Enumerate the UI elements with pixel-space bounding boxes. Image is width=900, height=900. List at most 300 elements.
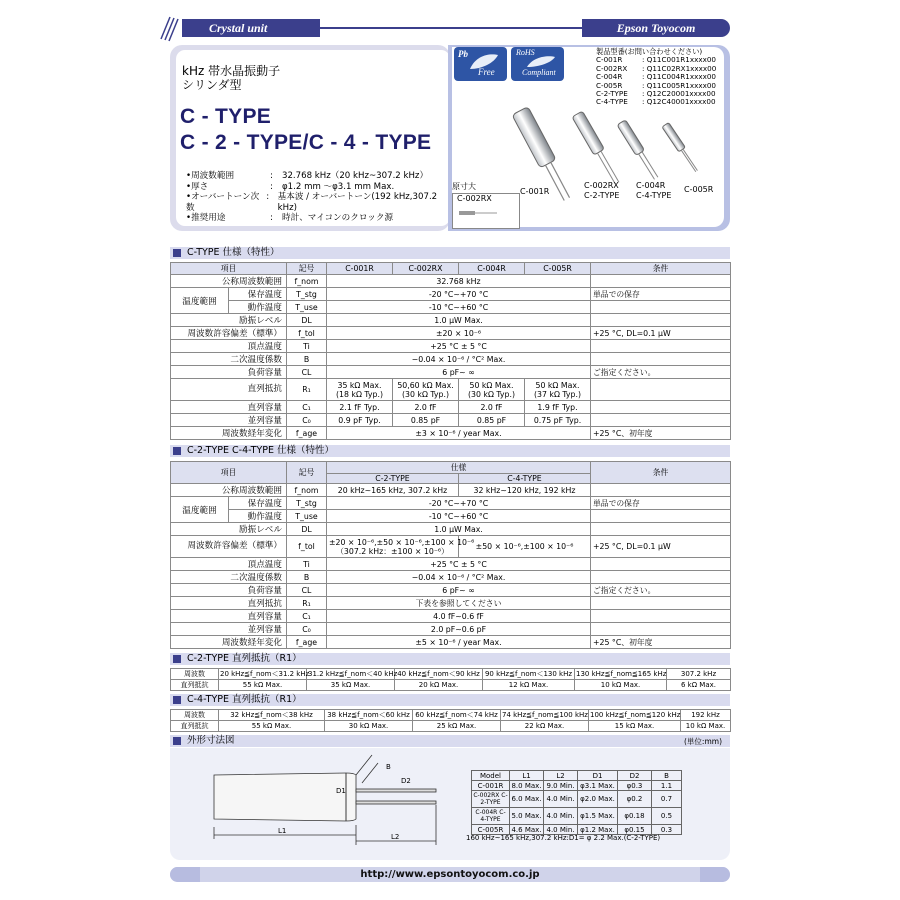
actual-size-box: [452, 193, 520, 229]
th-c002rx: C-002RX: [393, 263, 459, 275]
rohs-label: RoHS: [516, 48, 535, 57]
row-condition: +25 °C, DL=0.1 μW: [591, 536, 731, 558]
table-row: [171, 353, 731, 366]
dim-cell: φ0.15: [618, 825, 652, 835]
freq-cell: 31.2 kHz≦f_nom＜40 kHz: [308, 670, 398, 678]
row-condition: 単品での保存: [591, 497, 731, 510]
tol-c2-line2: （307.2 kHz：±100 × 10⁻⁶）: [336, 546, 449, 556]
row-name: 動作温度: [229, 301, 287, 314]
table-row: [171, 314, 731, 327]
row-value: 6 pF~ ∞: [327, 584, 591, 597]
dim-cell: 8.0 Max.: [511, 781, 542, 790]
row-value: 20 kHz~165 kHz, 307.2 kHz: [327, 484, 459, 497]
summary-label: •周波数範囲: [186, 171, 235, 181]
section-square-icon: [173, 655, 181, 663]
row-condition: [591, 301, 731, 314]
row-symbol: f_tol: [287, 327, 327, 340]
row-value: 2.0 fF: [459, 401, 525, 414]
row-value: 32.768 kHz: [327, 275, 591, 288]
row-symbol: f_age: [287, 427, 327, 440]
row-symbol: CL: [287, 366, 327, 379]
table-row: [171, 301, 731, 314]
dim-b: B: [386, 763, 391, 771]
row-name: 励振レベル: [171, 314, 287, 327]
row-value: 2.0 fF: [393, 401, 459, 414]
row-value: 1.0 μW Max.: [327, 314, 591, 327]
summary-label: •厚さ: [186, 181, 209, 192]
resistance-cell: 55 kΩ Max.: [219, 721, 325, 732]
row-value: [327, 536, 475, 558]
row-condition: [591, 571, 731, 584]
pn-code: : Q11C02RX1xxxx00: [642, 63, 717, 73]
r1-typ: (30 kΩ Typ.): [401, 389, 450, 399]
row-value: 32 kHz~120 kHz, 192 kHz: [459, 484, 591, 497]
row-condition: [591, 558, 731, 571]
resistance-cell: 35 kΩ Max.: [307, 680, 395, 691]
freq-cell: 307.2 kHz: [667, 669, 731, 680]
part-number-heading: 製品型番(お問い合わせください): [596, 47, 703, 56]
th-condition: 条件: [591, 263, 731, 275]
row-symbol: T_stg: [287, 288, 327, 301]
row-symbol: DL: [287, 523, 327, 536]
model-cell: C-001R: [472, 781, 510, 791]
row-symbol: T_stg: [287, 497, 327, 510]
row-symbol: f_nom: [287, 484, 327, 497]
r1-typ: (18 kΩ Typ.): [335, 389, 384, 399]
dim-cell: φ1.2 Max.: [578, 825, 618, 835]
table-row: [171, 275, 731, 288]
row-symbol: f_age: [287, 636, 327, 649]
resistance-label: 直列抵抗: [171, 721, 219, 732]
section-title: C-4-TYPE 直列抵抗（R1）: [187, 694, 302, 705]
row-name: 動作温度: [229, 510, 287, 523]
row-value: 0.85 pF: [459, 414, 525, 427]
section-square-icon: [173, 447, 181, 455]
table-header-row: [171, 462, 731, 474]
photo-label-c4type: C-4-TYPE: [636, 191, 672, 200]
summary-value: φ1.2 mm ～φ3.1 mm Max.: [282, 181, 395, 192]
pn-model: C-005R: [596, 80, 623, 90]
header-left-label: Crystal unit: [182, 19, 320, 37]
outline-section-header: [170, 735, 730, 747]
table-row: [171, 636, 731, 649]
title-c24-type: C - 2 - TYPE/C - 4 - TYPE: [180, 131, 432, 154]
free-label: Free: [478, 67, 495, 77]
row-symbol: T_use: [287, 301, 327, 314]
row-value: 0.75 pF Typ.: [525, 414, 591, 427]
th-model: Model: [472, 771, 510, 781]
c2-r1-section-header: [170, 653, 730, 665]
summary-sep: :: [270, 213, 273, 223]
dim-d1: D1: [336, 787, 346, 795]
dim-cell: 0.3: [652, 825, 682, 835]
freq-cell: 192 kHz: [681, 710, 731, 721]
row-condition: [591, 610, 731, 623]
table-row: [171, 721, 731, 732]
title-line1: kHz 帯水晶振動子: [182, 64, 281, 78]
freq-cell: 130 kHz≦f_nom≦165 kHz: [576, 670, 667, 678]
th-c2type: C-2-TYPE: [327, 474, 459, 484]
resistance-cell: 20 kΩ Max.: [395, 680, 483, 691]
outline-unit: (単位:mm): [684, 737, 722, 746]
row-value: 0.9 pF Typ.: [327, 414, 393, 427]
row-group: 温度範囲: [171, 497, 229, 523]
ctype-section-header: [170, 247, 730, 259]
dim-cell: 4.0 Min.: [544, 791, 578, 808]
row-condition: [591, 510, 731, 523]
row-condition: 単品での保存: [591, 288, 731, 301]
title-line2: シリンダ型: [182, 78, 242, 92]
dim-cell: φ1.5 Max.: [578, 808, 618, 825]
pn-code: : Q12C20001xxxx00: [642, 89, 716, 99]
crystal-logo-icon: [158, 13, 180, 43]
row-value: 1.9 fF Typ.: [525, 401, 591, 414]
row-name: 頂点温度: [171, 340, 287, 353]
row-symbol: Ti: [287, 340, 327, 353]
th-item: 項目: [171, 462, 287, 484]
photo-label-c005r: C-005R: [684, 185, 714, 194]
compliant-label: Compliant: [522, 68, 556, 77]
crystal-c004r: [617, 120, 660, 181]
header-divider: [320, 27, 582, 29]
row-value: −0.04 × 10⁻⁶ / °C² Max.: [327, 571, 591, 584]
dim-d2: D2: [401, 777, 411, 785]
row-value: ±20 × 10⁻⁶: [327, 327, 591, 340]
section-title: C-2-TYPE 直列抵抗（R1）: [187, 653, 302, 664]
dim-cell: 4.0 Min.: [544, 808, 578, 825]
th-d1: D1: [578, 771, 618, 781]
dim-cell: φ0.18: [618, 808, 652, 825]
summary-value: 基本波 / オーバートーン(192 kHz,307.2 kHz): [277, 192, 438, 213]
footer-url-link[interactable]: http://www.epsontoyocom.co.jp: [360, 869, 540, 880]
row-name: 頂点温度: [171, 558, 287, 571]
pn-model: C-001R: [596, 55, 623, 65]
actual-size-model: C-002RX: [457, 194, 492, 203]
row-condition: [591, 623, 731, 636]
row-value: 下表を参照してください: [327, 597, 591, 610]
th-c005r: C-005R: [525, 263, 591, 275]
row-value: 4.0 fF~0.6 fF: [327, 610, 591, 623]
freq-cell: 74 kHz≦f_nom≦100 kHz: [502, 711, 588, 719]
row-condition: ご指定ください。: [591, 366, 731, 379]
dim-cell: 9.0 Min.: [544, 781, 578, 791]
row-condition: +25 °C、初年度: [591, 636, 731, 649]
row-value: 2.1 fF Typ.: [327, 401, 393, 414]
table-row: [171, 510, 731, 523]
section-square-icon: [173, 737, 181, 745]
row-name: 直列容量: [171, 610, 287, 623]
pn-model: C-004R: [596, 72, 623, 82]
resistance-cell: 10 kΩ Max.: [681, 721, 731, 732]
summary-value: 32.768 kHz（20 kHz~307.2 kHz）: [282, 171, 429, 181]
resistance-cell: 22 kΩ Max.: [501, 721, 589, 732]
th-c001r: C-001R: [327, 263, 393, 275]
photo-panel: [452, 47, 724, 227]
row-name: 並列容量: [171, 414, 287, 427]
row-condition: [591, 401, 731, 414]
row-condition: [591, 340, 731, 353]
table-row: [171, 327, 731, 340]
row-condition: [591, 379, 731, 401]
row-symbol: C₀: [287, 414, 327, 427]
row-symbol: T_use: [287, 510, 327, 523]
resistance-cell: 10 kΩ Max.: [575, 680, 667, 691]
row-symbol: C₁: [287, 610, 327, 623]
model-cell: C-004R C-4-TYPE: [472, 808, 510, 825]
row-value: -20 °C~+70 °C: [327, 288, 591, 301]
table-row: [171, 571, 731, 584]
table-row: [171, 558, 731, 571]
photo-label-c004r: C-004R: [636, 181, 666, 190]
pb-label: Pb: [458, 49, 468, 59]
freq-cell: 90 kHz≦f_nom＜130 kHz: [483, 669, 575, 680]
row-value: 2.0 pF~0.6 pF: [327, 623, 591, 636]
th-l2: L2: [544, 771, 578, 781]
row-symbol: B: [287, 571, 327, 584]
row-name: 並列容量: [171, 623, 287, 636]
row-value: ±50 × 10⁻⁶,±100 × 10⁻⁶: [459, 536, 591, 558]
row-name: 公称周波数範囲: [171, 275, 287, 288]
resistance-label: 直列抵抗: [171, 680, 219, 691]
pb-free-badge: [454, 47, 507, 81]
row-name: 直列容量: [171, 401, 287, 414]
row-name: 保存温度: [229, 497, 287, 510]
row-symbol: C₁: [287, 401, 327, 414]
pn-code: : Q11C005R1xxxx00: [642, 80, 716, 90]
header-right-label: Epson Toyocom: [582, 19, 730, 37]
table-row: [171, 379, 731, 401]
table-row: [171, 610, 731, 623]
row-value: −0.04 × 10⁻⁶ / °C² Max.: [327, 353, 591, 366]
row-value: -10 °C~+60 °C: [327, 510, 591, 523]
row-value: ±5 × 10⁻⁶ / year Max.: [327, 636, 591, 649]
r1-typ: (30 kΩ Typ.): [467, 389, 516, 399]
row-condition: [591, 275, 731, 288]
summary-row: [186, 171, 451, 182]
row-name: 周波数許容偏差（標準）: [171, 536, 287, 558]
model-cell: C-005R: [472, 825, 510, 835]
table-row: [171, 710, 731, 721]
pn-model: C-002RX: [596, 63, 628, 73]
th-symbol: 記号: [287, 462, 327, 484]
section-square-icon: [173, 249, 181, 257]
table-row: [171, 523, 731, 536]
dim-cell: 0.7: [652, 791, 682, 808]
dim-cell: 4.6 Max.: [511, 825, 542, 834]
freq-cell: 38 kHz≦f_nom＜60 kHz: [325, 710, 413, 721]
dim-cell: φ2.0 Max.: [578, 791, 618, 808]
row-condition: [591, 523, 731, 536]
row-name: 周波数許容偏差（標準）: [171, 327, 287, 340]
row-condition: [591, 314, 731, 327]
table-row: [171, 401, 731, 414]
row-name: 二次温度係数: [171, 571, 287, 584]
th-c004r: C-004R: [459, 263, 525, 275]
row-condition: +25 °C, DL=0.1 μW: [591, 327, 731, 340]
c2-r1-table: [170, 668, 731, 691]
row-name: 周波数経年変化: [171, 427, 287, 440]
row-name: 公称周波数範囲: [171, 484, 287, 497]
c4-r1-section-header: [170, 694, 730, 706]
table-row: [472, 825, 682, 835]
row-name: 周波数経年変化: [171, 636, 287, 649]
summary-row: [186, 192, 451, 213]
photo-label-c002rx: C-002RX: [584, 181, 619, 190]
resistance-cell: 6 kΩ Max.: [667, 680, 731, 691]
r1-c001r: [327, 379, 393, 401]
table-row: [171, 584, 731, 597]
row-value: -20 °C~+70 °C: [327, 497, 591, 510]
crystal-photo: [492, 95, 722, 195]
th-item: 項目: [171, 263, 287, 275]
r1-max: 50,60 kΩ Max.: [397, 380, 454, 390]
pn-model: C-4-TYPE: [596, 97, 628, 107]
row-symbol: Ti: [287, 558, 327, 571]
actual-size-label: 原寸大: [452, 182, 476, 191]
row-condition: [591, 484, 731, 497]
row-condition: [591, 353, 731, 366]
outline-dim-table: [471, 770, 682, 835]
photo-label-c2type: C-2-TYPE: [584, 191, 620, 200]
dim-cell: φ0.2: [618, 791, 652, 808]
table-row: [171, 288, 731, 301]
freq-cell: 40 kHz≦f_nom＜90 kHz: [395, 669, 483, 680]
freq-cell: 20 kHz≦f_nom＜31.2 kHz: [220, 670, 310, 678]
resistance-cell: 12 kΩ Max.: [483, 680, 575, 691]
table-row: [171, 536, 731, 558]
resistance-cell: 55 kΩ Max.: [219, 680, 307, 691]
freq-cell: 100 kHz≦f_nom≦120 kHz: [590, 711, 681, 719]
table-row: [472, 791, 682, 808]
th-b: B: [652, 771, 682, 781]
dim-cell: 5.0 Max.: [510, 808, 544, 825]
rohs-badge: [511, 47, 564, 81]
th-symbol: 記号: [287, 263, 327, 275]
row-name: 保存温度: [229, 288, 287, 301]
th-spec: 仕様: [327, 462, 591, 474]
model-cell: C-002RX C-2-TYPE: [473, 792, 508, 806]
r1-c005r: [525, 379, 591, 401]
title-c-type: C - TYPE: [180, 105, 272, 128]
summary-row: [186, 182, 451, 193]
row-name: 直列抵抗: [171, 597, 287, 610]
table-row: [472, 808, 682, 825]
th-d2: D2: [618, 771, 652, 781]
freq-label: 周波数: [171, 710, 219, 721]
row-symbol: f_nom: [287, 275, 327, 288]
table-row: [171, 497, 731, 510]
row-symbol: R₁: [287, 597, 327, 610]
row-name: 負荷容量: [171, 366, 287, 379]
row-name: 二次温度係数: [171, 353, 287, 366]
r1-max: 50 kΩ Max.: [469, 380, 514, 390]
c4-r1-table: [170, 709, 731, 732]
row-symbol: CL: [287, 584, 327, 597]
resistance-cell: 30 kΩ Max.: [325, 721, 413, 732]
summary-row: [186, 213, 451, 224]
dim-cell: 6.0 Max.: [510, 791, 544, 808]
row-symbol: B: [287, 353, 327, 366]
resistance-cell: 15 kΩ Max.: [589, 721, 681, 732]
pn-model: C-2-TYPE: [596, 89, 628, 99]
row-value: ±3 × 10⁻⁶ / year Max.: [327, 427, 591, 440]
row-value: 6 pF~ ∞: [327, 366, 591, 379]
row-group: 温度範囲: [171, 288, 229, 314]
outline-note: 160 kHz~165 kHz,307.2 kHz:D1= φ 2.2 Max.(C-2-TYPE): [466, 834, 661, 842]
row-symbol: DL: [287, 314, 327, 327]
summary-value: 時計、マイコンのクロック源: [282, 213, 394, 223]
table-row: [472, 781, 682, 791]
summary-sep: :: [266, 192, 270, 202]
r1-max: 35 kΩ Max.: [337, 380, 382, 390]
th-c4type: C-4-TYPE: [459, 474, 591, 484]
dim-cell: 1.1: [652, 781, 682, 791]
th-condition: 条件: [591, 462, 731, 484]
table-row: [171, 484, 731, 497]
r1-c002rx: [393, 379, 459, 401]
actual-size-crystal: [453, 208, 513, 218]
row-name: 負荷容量: [171, 584, 287, 597]
pn-code: : Q11C004R1xxxx00: [642, 72, 716, 82]
section-title: C-2-TYPE C-4-TYPE 仕様（特性）: [187, 445, 335, 456]
summary-list: [186, 171, 451, 224]
summary-sep: :: [270, 171, 273, 181]
dim-cell: φ0.3: [618, 781, 652, 791]
row-name: 直列抵抗: [171, 379, 287, 401]
dim-l2: L2: [391, 833, 400, 841]
row-symbol: f_tol: [287, 536, 327, 558]
summary-sep: :: [270, 181, 273, 192]
photo-label-c001r: C-001R: [520, 187, 550, 196]
table-row: [171, 669, 731, 680]
row-value: 1.0 μW Max.: [327, 523, 591, 536]
table-header-row: [171, 263, 731, 275]
dim-cell: 4.0 Min.: [544, 825, 578, 835]
summary-label: •推奨用途: [186, 213, 226, 223]
row-condition: [591, 597, 731, 610]
table-row: [171, 340, 731, 353]
crystal-c005r: [662, 123, 700, 174]
row-value: -10 °C~+60 °C: [327, 301, 591, 314]
pn-code: : Q11C001R1xxxx00: [642, 55, 716, 65]
table-row: [171, 427, 731, 440]
dim-cell: φ3.1 Max.: [578, 781, 618, 791]
row-condition: [591, 414, 731, 427]
c24-section-header: [170, 445, 730, 457]
section-square-icon: [173, 696, 181, 704]
section-title: 外形寸法図: [187, 735, 235, 746]
crystal-c002rx: [572, 111, 622, 186]
tol-c2-line1: ±20 × 10⁻⁶,±50 × 10⁻⁶,±100 × 10⁻⁶: [329, 537, 475, 547]
row-symbol: C₀: [287, 623, 327, 636]
r1-c004r: [459, 379, 525, 401]
table-row: [171, 366, 731, 379]
outline-drawing: [196, 755, 446, 855]
row-name: 励振レベル: [171, 523, 287, 536]
row-value: +25 °C ± 5 °C: [327, 340, 591, 353]
th-l1: L1: [510, 771, 544, 781]
table-header-row: [472, 771, 682, 781]
r1-typ: (37 kΩ Typ.): [533, 389, 582, 399]
dim-cell: 0.5: [652, 808, 682, 825]
ctype-spec-table: [170, 262, 731, 440]
table-row: [171, 680, 731, 691]
row-condition: ご指定ください。: [591, 584, 731, 597]
table-row: [171, 414, 731, 427]
dim-l1: L1: [278, 827, 287, 835]
section-title: C-TYPE 仕様（特性）: [187, 247, 280, 258]
freq-cell: 60 kHz≦f_nom＜74 kHz: [413, 710, 501, 721]
